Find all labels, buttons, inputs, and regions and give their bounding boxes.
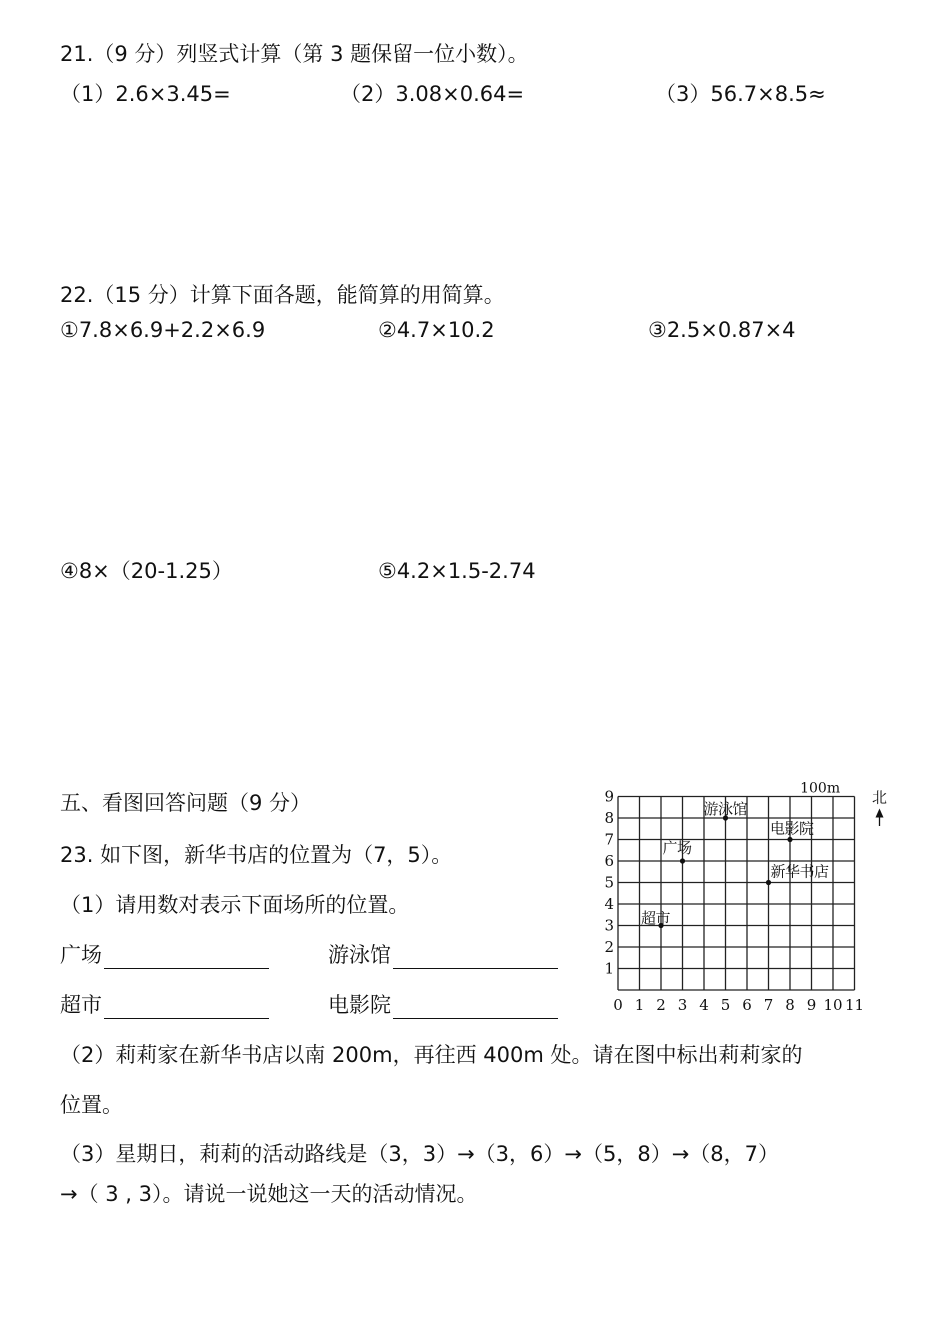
- map-point-label: 新华书店: [770, 862, 829, 881]
- map-point: [680, 858, 685, 863]
- q21-title: 21.（9 分）列竖式计算（第 3 题保留一位小数）。: [60, 42, 529, 66]
- x-tick-label: 0: [613, 996, 623, 1014]
- y-tick-label: 8: [604, 809, 614, 827]
- q23-part2-line2: 位置。: [60, 1093, 123, 1117]
- x-tick-label: 6: [742, 996, 752, 1014]
- blank-label-pool: 游泳馆: [328, 943, 391, 967]
- y-tick-label: 1: [604, 959, 614, 978]
- y-tick-label: 4: [604, 895, 614, 913]
- map-point: [787, 837, 792, 842]
- q22-item-2: ②4.7×10.2: [378, 318, 495, 342]
- blank-label-cinema: 电影院: [328, 993, 391, 1017]
- answer-blank-cinema[interactable]: [393, 996, 558, 1019]
- blank-row-2-left: [60, 991, 269, 1019]
- x-tick-label: 10: [823, 996, 843, 1014]
- x-tick-label: 9: [806, 996, 817, 1014]
- answer-blank-pool[interactable]: [393, 946, 558, 969]
- blank-label-plaza: 广场: [60, 943, 102, 967]
- y-tick-label: 7: [604, 830, 614, 849]
- blank-row-1-left: [60, 941, 269, 969]
- x-tick-label: 3: [677, 996, 688, 1014]
- q22-title: 22.（15 分）计算下面各题，能简算的用简算。: [60, 283, 505, 307]
- q23-part2-line1: （2）莉莉家在新华书店以南 200m，再往西 400m 处。请在图中标出莉莉家的: [60, 1043, 803, 1067]
- x-tick-label: 11: [844, 996, 865, 1014]
- y-tick-label: 9: [604, 787, 614, 806]
- x-tick-label: 8: [785, 996, 795, 1014]
- q23-part3-line2: →（ 3 , 3）。请说一说她这一天的活动情况。: [60, 1182, 478, 1206]
- q22-item-1: ①7.8×6.9+2.2×6.9: [60, 318, 266, 342]
- map-point-label: 游泳馆: [703, 800, 748, 818]
- x-tick-label: 5: [720, 996, 731, 1014]
- blank-row-1-right: [328, 941, 558, 969]
- section5-title: 五、看图回答问题（9 分）: [60, 791, 312, 815]
- coordinate-grid-map[interactable]: [604, 780, 904, 1027]
- y-tick-label: 3: [604, 916, 614, 935]
- map-point-label: 超市: [641, 909, 671, 928]
- x-tick-label: 4: [699, 996, 709, 1014]
- q22-item-4: ④8×（20-1.25）: [60, 559, 233, 583]
- blank-row-2-right: [328, 991, 558, 1019]
- map-point-label: 电影院: [770, 819, 814, 838]
- map-point: [766, 880, 771, 885]
- q23-part3-line1: （3）星期日，莉莉的活动路线是（3，3）→（3，6）→（5，8）→（8，7）: [60, 1142, 780, 1166]
- q21-item-3: （3）56.7×8.5≈: [655, 82, 826, 106]
- q22-item-3: ③2.5×0.87×4: [648, 318, 796, 342]
- blank-label-supermarket: 超市: [60, 993, 102, 1017]
- y-tick-label: 6: [604, 852, 614, 870]
- x-tick-label: 7: [763, 996, 774, 1014]
- y-tick-label: 5: [604, 873, 614, 892]
- q21-item-2: （2）3.08×0.64=: [340, 82, 525, 106]
- north-arrow-icon: [876, 809, 884, 818]
- answer-blank-supermarket[interactable]: [104, 996, 269, 1019]
- x-tick-label: 1: [634, 996, 645, 1014]
- q23-stem: 23. 如下图，新华书店的位置为（7，5）。: [60, 843, 453, 867]
- answer-blank-plaza[interactable]: [104, 946, 269, 969]
- north-label: 北: [871, 788, 888, 807]
- map-point-label: 广场: [662, 839, 692, 857]
- q21-item-1: （1）2.6×3.45=: [60, 82, 231, 106]
- q22-item-5: ⑤4.2×1.5-2.74: [378, 559, 536, 583]
- scale-label: 100m: [800, 780, 841, 797]
- y-tick-label: 2: [604, 938, 614, 956]
- q23-part1: （1）请用数对表示下面场所的位置。: [60, 893, 410, 917]
- x-tick-label: 2: [656, 996, 666, 1014]
